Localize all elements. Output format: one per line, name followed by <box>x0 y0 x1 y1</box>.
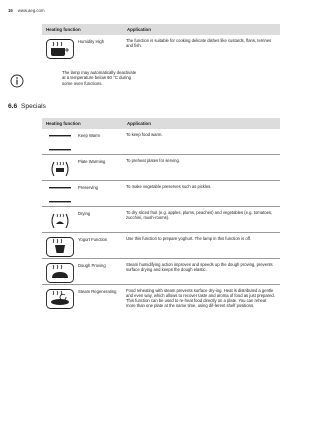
table-row <box>42 181 280 207</box>
table-row <box>42 35 280 60</box>
heating-function-table-1 <box>42 24 280 60</box>
function-application: Use this function to prepare yoghurt. The lamp in this function is off. <box>123 233 280 259</box>
function-application: Steam humidifying action improves and speeds up the dough proving, prevents surface drying and keeps the dough elastic. <box>123 259 280 285</box>
dough-proving-icon <box>45 262 75 284</box>
keep-warm-icon <box>45 132 75 154</box>
section-title <box>8 103 46 110</box>
specials-table <box>42 118 280 311</box>
function-name: Keep Warm <box>78 133 100 138</box>
table-row <box>42 155 280 181</box>
function-name: Dough Proving <box>78 263 106 268</box>
function-application: Food reheating with steam prevents surface dry-ing. Heat is distributed a gentle and even way, which allows to recover taste and aroma of food as just prepared. This function can be used to re-heat food directly on a plate. You can reheat more than one plate at the same time, using dif-ferent shelf positions. <box>126 287 275 309</box>
function-name: Plate Warming <box>78 159 106 164</box>
plate-warming-icon <box>45 158 75 180</box>
function-application: To preheat plates for serving. <box>123 155 280 181</box>
drying-icon <box>45 210 75 232</box>
info-icon <box>10 74 24 88</box>
function-name: Humidity High <box>78 39 105 44</box>
section-number: 6.6 <box>8 103 18 110</box>
function-application: To make vegetable preserves such as pickles. <box>123 181 280 207</box>
table-row <box>42 233 280 259</box>
note-text: The lamp may automatically deactivate at a temperature below 60 °C during some oven functions. <box>62 70 137 86</box>
function-application: To keep food warm. <box>123 129 280 155</box>
table-header-row <box>42 118 280 129</box>
yogurt-icon <box>45 236 75 258</box>
section-name: Specials <box>21 103 46 110</box>
table-header-row <box>42 24 280 35</box>
steam-pot-icon <box>45 38 75 60</box>
page-number: 16 <box>8 8 13 13</box>
preserving-icon <box>45 184 75 206</box>
column-header-function: Heating function <box>42 24 123 35</box>
steam-regenerating-icon <box>45 288 75 310</box>
column-header-application: Application <box>123 118 280 129</box>
function-name: Yogurt Function <box>78 237 108 242</box>
function-name: Drying <box>78 211 91 216</box>
page-header <box>8 8 45 13</box>
website: www.aeg.com <box>17 8 45 13</box>
table-row <box>42 129 280 155</box>
function-name: Steam Regenerating <box>78 289 117 294</box>
function-application: To dry sliced fruit (e.g. apples, plums, peaches) and vegetables (e.g. tomatoes, zucchini, mush-rooms). <box>123 207 280 233</box>
table-row <box>42 259 280 285</box>
function-application: The function is suitable for cooking delicate dishes like custards, flans, terrines and fish. <box>126 37 272 48</box>
column-header-application: Application <box>123 24 280 35</box>
table-row <box>42 285 280 311</box>
table-row <box>42 207 280 233</box>
function-name: Preserving <box>78 185 99 190</box>
column-header-function: Heating function <box>42 118 123 129</box>
